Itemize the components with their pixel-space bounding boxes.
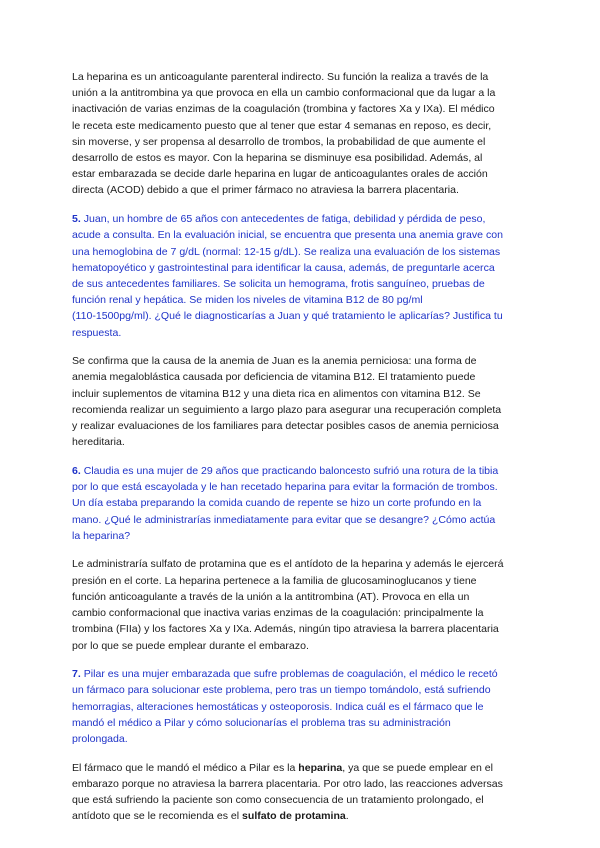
text-line: hemorragias, alteraciones hemostáticas y osteoporosis. Indica cuál es el fármaco que le [72,700,484,713]
text-line: inactivación de varias enzimas de la coagulación (trombina y factores Xa y IXa). El médico [72,103,495,116]
text-line: Se confirma que la causa de la anemia de Juan es la anemia perniciosa: una forma de [72,355,477,368]
text-run: El fármaco que le mandó el médico a Pilar es la [72,761,299,774]
text-line: función renal y hepática. Se miden los niveles de vitamina B12 de 80 pg/ml [72,294,423,307]
text-line: sin moverse, y ser propensa al desarrollo de trombos, la probabilidad de que aumente el [72,135,486,148]
text-line: de sus antecedentes familiares. Se solicita un hemograma, frotis sanguíneo, pruebas de [72,277,485,290]
text-line: hematopoyético y gastrointestinal para identificar la causa, además, de preguntarle acerca [72,261,495,274]
text-line: directa (ACOD) debido a que el primer fármaco no atraviesa la barrera placentaria. [72,184,459,197]
text-run: , ya que se puede emplear en el [342,761,493,774]
text-line: prolongada. [72,733,128,746]
text-line: acude a consulta. En la evaluación inicial, se encuentra que presenta una anemia grave con [72,229,503,242]
text-line: mano. ¿Qué le administrarías inmediatamente para evitar que se desangre? ¿Cómo actúa [72,513,496,526]
text-line: la heparina? [72,529,131,542]
question-text: Claudia es una mujer de 29 años que practicando baloncesto sufrió una rotura de la tibia [80,464,499,477]
text-line: recomienda realizar un seguimiento a largo plazo para asegurar una recuperación completa [72,403,502,416]
answer-6 [72,556,534,653]
text-line: La heparina es un anticoagulante parenteral indirecto. Su función la realiza a través de la [72,71,489,83]
answer-7 [72,760,534,825]
text-line: le receta este medicamento puesto que al tener que estar 4 semanas en reposo, es decir, [72,119,492,132]
text-line: (110-1500pg/ml). ¿Qué le diagnosticarías a Juan y qué tratamiento le aplicarías? Justifica tu [72,310,503,323]
text-line: presión en el corte. La heparina pertenece a la familia de glucosaminoglucanos y tiene [72,574,477,587]
text-line [72,760,534,776]
text-line [72,808,534,824]
text-line: estar embarazada se decide darle heparina en lugar de anticoagulantes orales de acción [72,168,488,181]
question-number: 7. [72,668,81,681]
question-7 [72,666,534,747]
text-line: función anticoagulante a través de la unión a la antitrombina (AT). Provoca en ella un [72,590,470,603]
text-line: y realizar evaluaciones de los familiares para detectar posibles casos de anemia perniciosa [72,420,499,433]
text-line: por lo que se puede emplear durante el embarazo. [72,639,309,652]
text-line: respuesta. [72,326,122,339]
text-line: que está sufriendo la paciente son como consecuencia de un tratamiento prolongado, el [72,794,484,807]
question-number: 6. [72,464,81,477]
text-line: incluir suplementos de vitamina B12 y una dieta rica en alimentos con vitamina B12. Se [72,387,481,400]
text-line: Un día estaba preparando la comida cuando de repente se hizo un corte profundo en la [72,497,482,510]
question-first-line [72,463,534,479]
drug-name-heparina: heparina [298,761,343,774]
text-line: anemia megaloblástica causada por deficiencia de vitamina B12. El tratamiento puede [72,371,476,384]
text-line: cambio conformacional que inactiva varias enzimas de la coagulación: principalmente la [72,607,484,620]
question-6 [72,463,534,544]
text-line: por lo que está escayolada y le han recetado heparina para evitar la formación de trombos. [72,481,498,494]
text-line: Le administraría sulfato de protamina que es el antídoto de la heparina y además le ejercerá [72,558,504,571]
text-line: mandó el médico a Pilar y cómo solucionarías el problema tras su administración [72,716,451,729]
text-line: una hemoglobina de 7 g/dL (normal: 12-15 g/dL). Se realiza una evaluación de los sistemas [72,245,501,258]
text-line: desarrollo de estos es mayor. Con la heparina se disminuye esa posibilidad. Además, al [72,152,483,165]
text-run: antídoto que se le recomienda es el [72,810,243,823]
question-first-line [72,666,534,682]
question-text: Pilar es una mujer embarazada que sufre problemas de coagulación, el médico le recetó [80,668,498,681]
question-number: 5. [72,213,81,226]
answer-5 [72,353,534,450]
text-line: trombina (FIIa) y los factores Xa y IXa. Además, ningún tipo atraviesa la barrera placentaria [72,623,499,636]
text-run: . [345,810,349,823]
drug-name-protamina: sulfato de protamina [242,810,346,823]
text-line: hereditaria. [72,436,125,449]
text-line: unión a la antitrombina ya que provoca en ella un cambio conformacional que da lugar a la [72,87,496,100]
question-5 [72,211,534,341]
text-line: embarazo porque no atraviesa la barrera placentaria. Por otro lado, las reacciones adversas [72,777,503,790]
answer-paragraph-heparina [72,69,534,199]
question-text: Juan, un hombre de 65 años con antecedentes de fatiga, debilidad y pérdida de peso, [80,213,486,226]
text-line: un fármaco para solucionar este problema, pero tras un tiempo tomándolo, está sufriendo [72,684,491,697]
question-first-line [72,211,534,227]
